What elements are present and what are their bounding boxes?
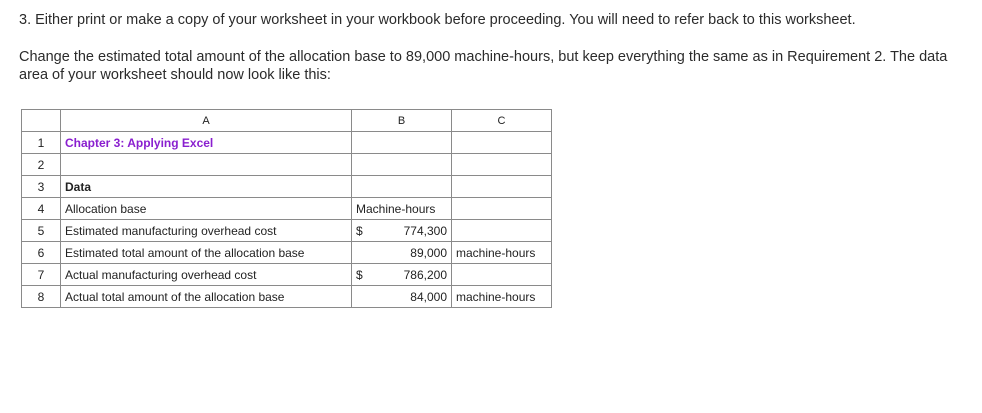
row-header[interactable]: 7 — [22, 264, 61, 286]
cell-c1[interactable] — [452, 132, 552, 154]
cell-b8-actual-total-base[interactable]: 84,000 — [352, 286, 452, 308]
cell-b3[interactable] — [352, 176, 452, 198]
row-header[interactable]: 4 — [22, 198, 61, 220]
cell-c5[interactable] — [452, 220, 552, 242]
table-row — [22, 264, 552, 286]
currency-symbol: $ — [356, 267, 363, 282]
row-header[interactable]: 3 — [22, 176, 61, 198]
row-header[interactable]: 6 — [22, 242, 61, 264]
cell-a2[interactable] — [61, 154, 352, 176]
cell-b6-estimated-total-base[interactable]: 89,000 — [352, 242, 452, 264]
cell-a4[interactable]: Allocation base — [61, 198, 352, 220]
cell-a8[interactable]: Actual total amount of the allocation base — [61, 286, 352, 308]
table-row — [22, 286, 552, 308]
instruction-step-3: 3. Either print or make a copy of your worksheet in your workbook before proceeding. You will need to refer back to this worksheet. — [19, 12, 856, 28]
cell-a6[interactable]: Estimated total amount of the allocation base — [61, 242, 352, 264]
cell-b4-allocation-base[interactable]: Machine-hours — [352, 198, 452, 220]
row-header[interactable]: 2 — [22, 154, 61, 176]
cell-b2[interactable] — [352, 154, 452, 176]
cell-c2[interactable] — [452, 154, 552, 176]
table-row — [22, 242, 552, 264]
cell-b5-estimated-overhead[interactable] — [352, 220, 452, 242]
currency-symbol: $ — [356, 223, 363, 238]
cell-c8-unit[interactable]: machine-hours — [452, 286, 552, 308]
cell-a1-title[interactable]: Chapter 3: Applying Excel — [61, 132, 352, 154]
row-header[interactable]: 5 — [22, 220, 61, 242]
column-header-a[interactable]: A — [61, 110, 352, 132]
table-row — [22, 176, 552, 198]
row-header[interactable]: 8 — [22, 286, 61, 308]
column-header-row — [22, 110, 552, 132]
cell-c3[interactable] — [452, 176, 552, 198]
cell-b7-actual-overhead[interactable] — [352, 264, 452, 286]
cell-b1[interactable] — [352, 132, 452, 154]
table-row — [22, 154, 552, 176]
worksheet-data-area — [21, 109, 552, 308]
table-row — [22, 220, 552, 242]
cell-c7[interactable] — [452, 264, 552, 286]
table-row — [22, 198, 552, 220]
cell-a7[interactable]: Actual manufacturing overhead cost — [61, 264, 352, 286]
cell-c6-unit[interactable]: machine-hours — [452, 242, 552, 264]
table-row — [22, 132, 552, 154]
sheet-corner — [22, 110, 61, 132]
cell-a3-data-heading[interactable]: Data — [61, 176, 352, 198]
cell-amount: 786,200 — [403, 267, 447, 282]
instruction-change: Change the estimated total amount of the allocation base to 89,000 machine-hours, but keep everything the same as in Requirement 2. The data area of your worksheet should now look like this: — [19, 49, 948, 83]
column-header-c[interactable]: C — [452, 110, 552, 132]
row-header[interactable]: 1 — [22, 132, 61, 154]
cell-amount: 774,300 — [403, 223, 447, 238]
cell-c4[interactable] — [452, 198, 552, 220]
cell-a5[interactable]: Estimated manufacturing overhead cost — [61, 220, 352, 242]
column-header-b[interactable]: B — [352, 110, 452, 132]
